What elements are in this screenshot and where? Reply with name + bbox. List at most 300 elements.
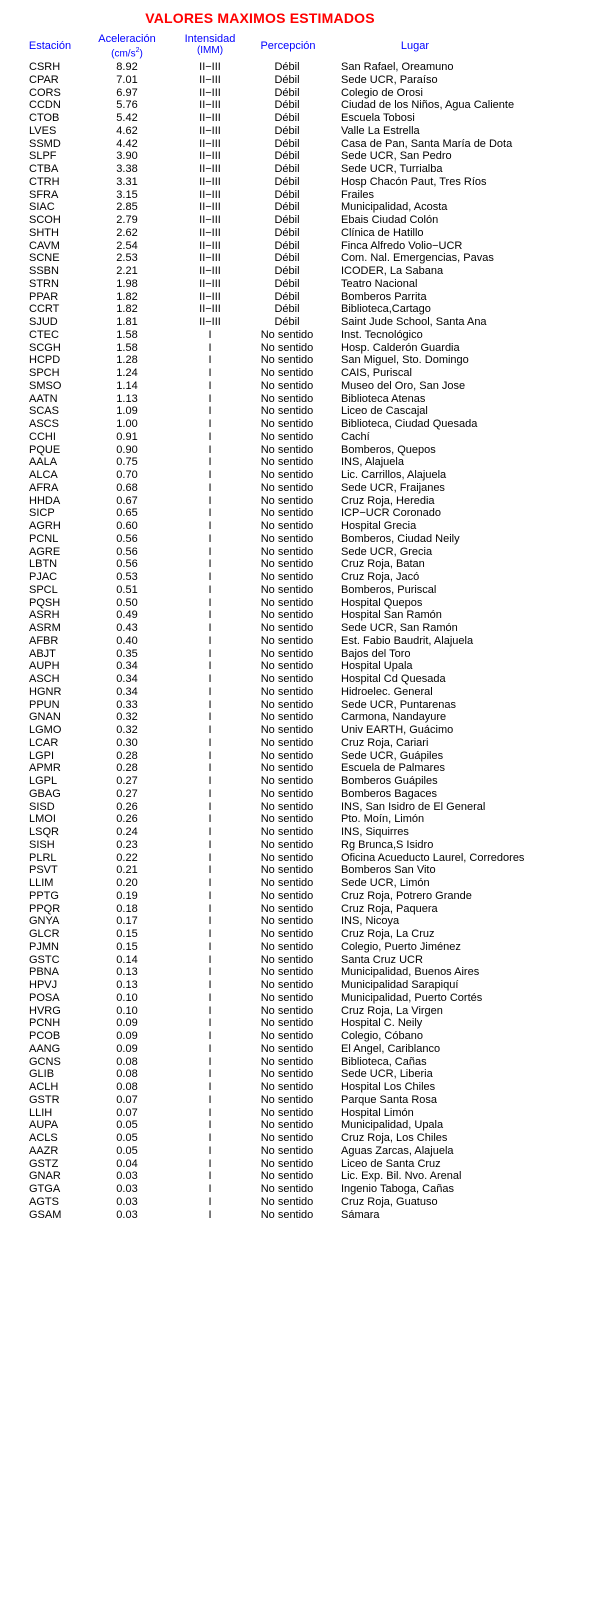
intensity-cell: I (208, 379, 212, 392)
table-row (0, 775, 590, 788)
station-cell: HGNR (29, 685, 62, 698)
place-cell: Biblioteca, Cañas (341, 1055, 427, 1068)
intensity-cell: II−III (199, 99, 221, 112)
acceleration-cell: 0.10 (116, 1004, 138, 1017)
place-cell: Sede UCR, Liberia (341, 1068, 433, 1081)
place-cell: Sede UCR, San Pedro (341, 150, 452, 163)
station-cell: ASCS (29, 418, 59, 430)
station-cell: LGPL (29, 775, 58, 787)
place-cell: Hosp. Calderón Guardia (341, 341, 460, 354)
place-cell: Colegio de Orosi (341, 86, 423, 99)
acceleration-cell: 8.92 (116, 61, 138, 73)
table-row (0, 74, 590, 87)
place-cell: Sede UCR, Grecia (341, 545, 433, 558)
place-cell: Sede UCR, Paraíso (341, 73, 438, 86)
acceleration-cell: 0.04 (116, 1157, 138, 1170)
table-row (0, 979, 590, 992)
acceleration-cell: 0.56 (116, 545, 138, 558)
table-row (0, 163, 590, 176)
perception-cell: No sentido (260, 1068, 314, 1081)
perception-cell: No sentido (260, 838, 314, 851)
acceleration-cell: 0.08 (116, 1081, 138, 1093)
table-row (0, 444, 590, 457)
place-cell: Bajos del Toro (341, 647, 411, 660)
place-cell: Municipalidad, Puerto Cortés (341, 991, 483, 1004)
perception-cell: No sentido (260, 889, 314, 902)
place-cell: Pto. Moín, Limón (341, 813, 425, 826)
intensity-cell: I (208, 1030, 212, 1042)
acceleration-cell: 2.85 (116, 201, 138, 214)
perception-cell: Débil (274, 239, 300, 252)
acceleration-cell: 1.24 (116, 367, 138, 379)
intensity-cell: I (208, 775, 212, 787)
station-cell: GTGA (29, 1183, 61, 1195)
intensity-cell: II−III (199, 61, 221, 73)
table-row (0, 227, 590, 240)
acceleration-cell: 0.65 (116, 507, 138, 520)
place-cell: Ebais Ciudad Colón (341, 214, 439, 226)
header-perception: Percepción (260, 40, 316, 52)
place-cell: Santa Cruz UCR (341, 953, 423, 966)
acceleration-cell: 1.82 (116, 303, 138, 316)
table-row (0, 903, 590, 916)
station-cell: SHTH (29, 226, 59, 239)
station-cell: AGRE (29, 545, 61, 558)
intensity-cell: I (208, 1132, 212, 1144)
perception-cell: No sentido (260, 1030, 314, 1042)
intensity-cell: I (208, 545, 212, 558)
unit-exponent: 2 (135, 47, 140, 54)
table-row (0, 992, 590, 1005)
perception-cell: No sentido (260, 494, 314, 507)
place-cell: Sede UCR, Limón (341, 877, 430, 889)
intensity-cell: I (208, 1208, 212, 1221)
intensity-cell: II−III (199, 137, 221, 150)
acceleration-cell: 5.76 (116, 99, 138, 112)
acceleration-cell: 0.20 (116, 877, 138, 889)
perception-cell: Débil (274, 188, 300, 201)
intensity-cell: I (208, 915, 212, 928)
station-cell: GNAR (29, 1170, 61, 1183)
header-place: Lugar (400, 40, 430, 52)
table-row (0, 1056, 590, 1069)
table-row (0, 431, 590, 444)
perception-cell: No sentido (260, 622, 314, 634)
perception-cell: No sentido (260, 1093, 314, 1106)
place-cell: Bomberos Guápiles (341, 775, 438, 787)
place-cell: Saint Jude School, Santa Ana (341, 316, 487, 328)
intensity-cell: I (208, 953, 212, 966)
station-cell: SMSO (29, 379, 62, 392)
perception-cell: No sentido (260, 647, 314, 660)
acceleration-cell: 2.54 (116, 239, 138, 252)
place-cell: San Miguel, Sto. Domingo (341, 354, 469, 367)
place-cell: Hospital C. Neily (341, 1017, 423, 1030)
place-cell: Municipalidad, Buenos Aires (341, 966, 480, 979)
perception-cell: Débil (274, 201, 300, 214)
acceleration-cell: 0.08 (116, 1055, 138, 1068)
acceleration-cell: 1.58 (116, 341, 138, 354)
station-cell: CAVM (29, 239, 60, 252)
station-cell: PCOB (29, 1030, 61, 1042)
place-cell: Hospital Quepos (341, 596, 423, 609)
acceleration-cell: 0.32 (116, 711, 138, 724)
intensity-cell: I (208, 520, 212, 532)
table-row (0, 418, 590, 431)
intensity-cell: II−III (199, 124, 221, 137)
place-cell: Sede UCR, Fraijanes (341, 481, 445, 494)
acceleration-cell: 1.82 (116, 290, 138, 303)
intensity-cell: I (208, 583, 212, 596)
perception-cell: No sentido (260, 1004, 314, 1017)
station-cell: STRN (29, 277, 59, 290)
place-cell: Hidroelec. General (341, 685, 433, 698)
station-cell: GLCR (29, 928, 60, 940)
station-cell: AFBR (29, 634, 59, 647)
intensity-cell: I (208, 622, 212, 634)
table-row (0, 813, 590, 826)
place-cell: Hospital San Ramón (341, 609, 442, 622)
table-row (0, 737, 590, 750)
station-cell: ACLH (29, 1081, 59, 1093)
station-cell: AGTS (29, 1195, 59, 1208)
station-cell: ASRH (29, 609, 60, 622)
place-cell: CAIS, Puriscal (341, 367, 412, 379)
intensity-cell: I (208, 341, 212, 354)
table-row (0, 839, 590, 852)
acceleration-cell: 0.21 (116, 864, 138, 877)
perception-cell: Débil (274, 112, 300, 124)
table-row (0, 1145, 590, 1158)
station-cell: PJAC (29, 571, 58, 583)
perception-cell: Débil (274, 265, 300, 277)
intensity-cell: II−III (199, 316, 221, 328)
station-cell: SCOH (29, 214, 61, 226)
place-cell: Biblioteca,Cartago (341, 303, 431, 316)
station-cell: SSBN (29, 265, 59, 277)
table-row (0, 660, 590, 673)
place-cell: Sede UCR, Guápiles (341, 749, 444, 762)
station-cell: PSVT (29, 864, 58, 877)
perception-cell: No sentido (260, 341, 314, 354)
table-row (0, 265, 590, 278)
place-cell: El Angel, Cariblanco (341, 1042, 441, 1055)
perception-cell: No sentido (260, 928, 314, 940)
intensity-cell: I (208, 571, 212, 583)
perception-cell: Débil (274, 124, 300, 137)
table-row (0, 558, 590, 571)
station-cell: GSTZ (29, 1157, 59, 1170)
table-row (0, 189, 590, 202)
table-row (0, 966, 590, 979)
acceleration-cell: 0.05 (116, 1132, 138, 1144)
perception-cell: No sentido (260, 1195, 314, 1208)
intensity-cell: II−III (199, 290, 221, 303)
perception-cell: No sentido (260, 1055, 314, 1068)
place-cell: Cruz Roja, La Virgen (341, 1004, 443, 1017)
intensity-cell: I (208, 711, 212, 724)
perception-cell: No sentido (260, 545, 314, 558)
acceleration-cell: 0.03 (116, 1195, 138, 1208)
table-row (0, 1209, 590, 1222)
station-cell: CTEC (29, 328, 59, 341)
place-cell: Hosp Chacón Paut, Tres Ríos (341, 175, 487, 188)
perception-cell: No sentido (260, 443, 314, 456)
intensity-cell: I (208, 902, 212, 915)
place-cell: Cachí (341, 430, 370, 443)
intensity-cell: II−III (199, 163, 221, 175)
place-cell: Teatro Nacional (341, 277, 418, 290)
table-row (0, 533, 590, 546)
perception-cell: No sentido (260, 532, 314, 545)
intensity-cell: I (208, 1106, 212, 1119)
place-cell: Ciudad de los Niños, Agua Caliente (341, 99, 515, 112)
station-cell: AATN (29, 392, 58, 405)
intensity-cell: I (208, 469, 212, 481)
perception-cell: No sentido (260, 787, 314, 800)
station-cell: SCAS (29, 405, 59, 418)
perception-cell: No sentido (260, 685, 314, 698)
acceleration-cell: 1.14 (116, 379, 138, 392)
perception-cell: No sentido (260, 583, 314, 596)
station-cell: LSQR (29, 826, 59, 838)
acceleration-cell: 0.51 (116, 583, 138, 596)
intensity-cell: I (208, 418, 212, 430)
intensity-cell: I (208, 1183, 212, 1195)
table-row (0, 1030, 590, 1043)
table-row (0, 762, 590, 775)
place-cell: Cruz Roja, Paquera (341, 902, 438, 915)
intensity-cell: I (208, 481, 212, 494)
place-cell: Hospital Los Chiles (341, 1081, 436, 1093)
acceleration-cell: 2.62 (116, 226, 138, 239)
acceleration-cell: 0.09 (116, 1030, 138, 1042)
station-cell: CTOB (29, 112, 60, 124)
perception-cell: No sentido (260, 1157, 314, 1170)
place-cell: Biblioteca, Ciudad Quesada (341, 418, 478, 430)
table-row (0, 291, 590, 304)
table-row (0, 954, 590, 967)
table-row (0, 99, 590, 112)
perception-cell: No sentido (260, 1208, 314, 1221)
intensity-cell: I (208, 736, 212, 749)
perception-cell: No sentido (260, 800, 314, 813)
table-row (0, 87, 590, 100)
acceleration-cell: 2.53 (116, 252, 138, 265)
acceleration-cell: 4.42 (116, 137, 138, 150)
intensity-cell: I (208, 838, 212, 851)
place-cell: Municipalidad Sarapiquí (341, 979, 459, 991)
table-row (0, 801, 590, 814)
perception-cell: No sentido (260, 1081, 314, 1093)
perception-cell: Débil (274, 86, 300, 99)
table-row (0, 469, 590, 482)
place-cell: INS, Alajuela (341, 456, 404, 469)
station-cell: SFRA (29, 188, 59, 201)
header-station: Estación (28, 40, 72, 52)
table-row (0, 852, 590, 865)
perception-cell: No sentido (260, 749, 314, 762)
place-cell: Parque Santa Rosa (341, 1093, 438, 1106)
station-cell: SIAC (29, 201, 55, 214)
intensity-cell: I (208, 558, 212, 571)
perception-cell: No sentido (260, 379, 314, 392)
station-cell: LGPI (29, 749, 55, 762)
acceleration-cell: 1.98 (116, 277, 138, 290)
acceleration-cell: 0.28 (116, 749, 138, 762)
station-cell: HVRG (29, 1004, 61, 1017)
perception-cell: No sentido (260, 851, 314, 864)
acceleration-cell: 0.90 (116, 443, 138, 456)
table-row (0, 303, 590, 316)
perception-cell: No sentido (260, 902, 314, 915)
intensity-cell: I (208, 800, 212, 813)
place-cell: Escuela Tobosi (341, 112, 415, 124)
intensity-cell: I (208, 532, 212, 545)
place-cell: Cruz Roja, Los Chiles (341, 1132, 448, 1144)
intensity-cell: I (208, 1055, 212, 1068)
place-cell: Hospital Cd Quesada (341, 673, 446, 685)
intensity-cell: I (208, 762, 212, 775)
intensity-cell: I (208, 749, 212, 762)
place-cell: Lic. Carrillos, Alajuela (341, 469, 447, 481)
table-row (0, 367, 590, 380)
intensity-cell: I (208, 685, 212, 698)
station-cell: AGRH (29, 520, 61, 532)
acceleration-cell: 0.07 (116, 1093, 138, 1106)
perception-cell: Débil (274, 214, 300, 226)
place-cell: Cruz Roja, La Cruz (341, 928, 435, 940)
place-cell: Cruz Roja, Potrero Grande (341, 889, 472, 902)
acceleration-cell: 2.21 (116, 265, 138, 277)
acceleration-cell: 0.27 (116, 787, 138, 800)
intensity-cell: II−III (199, 201, 221, 214)
station-cell: LMOI (29, 813, 56, 826)
table-row (0, 1183, 590, 1196)
acceleration-cell: 0.34 (116, 685, 138, 698)
place-cell: Est. Fabio Baudrit, Alajuela (341, 634, 474, 647)
perception-cell: No sentido (260, 698, 314, 711)
station-cell: ABJT (29, 647, 56, 660)
table-row (0, 507, 590, 520)
station-cell: HHDA (29, 494, 61, 507)
acceleration-cell: 0.35 (116, 647, 138, 660)
intensity-cell: I (208, 392, 212, 405)
table-row (0, 1170, 590, 1183)
place-cell: Municipalidad, Acosta (341, 201, 448, 214)
station-cell: LBTN (29, 558, 58, 571)
place-cell: Finca Alfredo Volio−UCR (341, 239, 463, 252)
intensity-cell: I (208, 787, 212, 800)
perception-cell: No sentido (260, 979, 314, 991)
intensity-cell: I (208, 456, 212, 469)
table-row (0, 788, 590, 801)
intensity-cell: I (208, 979, 212, 991)
acceleration-cell: 0.03 (116, 1170, 138, 1183)
place-cell: ICP−UCR Coronado (341, 507, 441, 520)
acceleration-cell: 0.10 (116, 991, 138, 1004)
place-cell: Hospital Grecia (341, 520, 417, 532)
table-row (0, 699, 590, 712)
place-cell: Museo del Oro, San Jose (341, 379, 466, 392)
table-row (0, 1132, 590, 1145)
station-cell: PBNA (29, 966, 59, 979)
intensity-cell: I (208, 1093, 212, 1106)
perception-cell: Débil (274, 73, 300, 86)
acceleration-cell: 0.30 (116, 736, 138, 749)
perception-cell: No sentido (260, 673, 314, 685)
place-cell: Oficina Acueducto Laurel, Corredores (341, 851, 525, 864)
station-cell: SPCL (29, 583, 58, 596)
acceleration-cell: 0.56 (116, 532, 138, 545)
intensity-cell: I (208, 634, 212, 647)
acceleration-cell: 0.56 (116, 558, 138, 571)
intensity-cell: I (208, 826, 212, 838)
perception-cell: No sentido (260, 558, 314, 571)
intensity-cell: I (208, 660, 212, 673)
place-cell: INS, San Isidro de El General (341, 800, 486, 813)
acceleration-cell: 4.62 (116, 124, 138, 137)
acceleration-cell: 0.17 (116, 915, 138, 928)
acceleration-cell: 0.18 (116, 902, 138, 915)
table-row (0, 214, 590, 227)
intensity-cell: I (208, 1042, 212, 1055)
intensity-cell: I (208, 596, 212, 609)
perception-cell: No sentido (260, 328, 314, 341)
acceleration-cell: 0.70 (116, 469, 138, 481)
station-cell: AANG (29, 1042, 61, 1055)
intensity-cell: I (208, 673, 212, 685)
perception-cell: No sentido (260, 405, 314, 418)
station-cell: LCAR (29, 736, 59, 749)
perception-cell: No sentido (260, 736, 314, 749)
station-cell: GSAM (29, 1208, 62, 1221)
acceleration-cell: 0.22 (116, 851, 138, 864)
table-row (0, 622, 590, 635)
acceleration-cell: 0.24 (116, 826, 138, 838)
table-row (0, 456, 590, 469)
intensity-cell: II−III (199, 175, 221, 188)
place-cell: Frailes (341, 188, 375, 201)
perception-cell: No sentido (260, 775, 314, 787)
table-row (0, 176, 590, 189)
acceleration-cell: 0.53 (116, 571, 138, 583)
acceleration-cell: 7.01 (116, 73, 138, 86)
table-row (0, 1017, 590, 1030)
table-row (0, 686, 590, 699)
perception-cell: No sentido (260, 507, 314, 520)
station-cell: CCRT (29, 303, 60, 316)
table-row (0, 393, 590, 406)
intensity-cell: I (208, 1081, 212, 1093)
place-cell: Bomberos, Quepos (341, 443, 436, 456)
perception-cell: No sentido (260, 940, 314, 953)
perception-cell: No sentido (260, 596, 314, 609)
intensity-cell: I (208, 430, 212, 443)
table-row (0, 635, 590, 648)
station-cell: LGMO (29, 724, 62, 736)
intensity-cell: I (208, 851, 212, 864)
table-row (0, 1043, 590, 1056)
place-cell: Sámara (341, 1208, 380, 1221)
perception-cell: No sentido (260, 354, 314, 367)
acceleration-cell: 1.13 (116, 392, 138, 405)
station-cell: SICP (29, 507, 55, 520)
intensity-cell: II−III (199, 239, 221, 252)
station-cell: SSMD (29, 137, 61, 150)
intensity-cell: I (208, 889, 212, 902)
intensity-cell: I (208, 877, 212, 889)
